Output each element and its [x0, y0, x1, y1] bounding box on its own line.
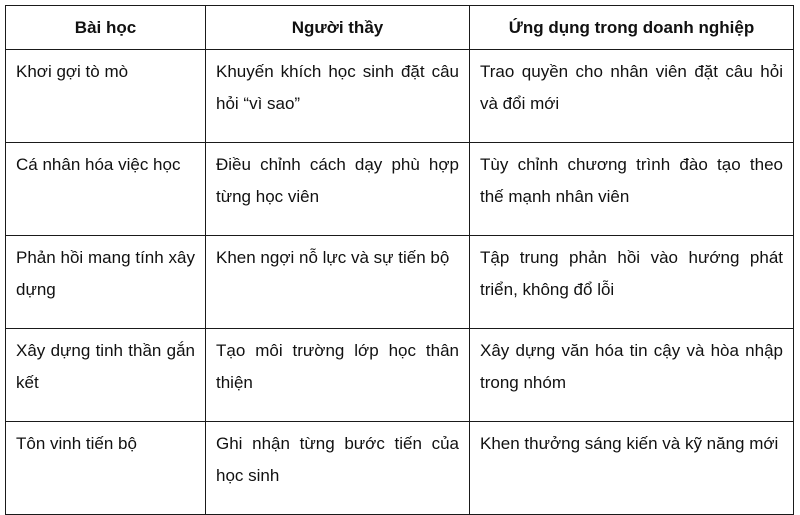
column-header-lesson: Bài học: [6, 6, 206, 50]
business-application-cell: Xây dựng văn hóa tin cậy và hòa nhập trong nhóm: [470, 329, 794, 422]
table-row: [6, 329, 794, 422]
teacher-cell: Ghi nhận từng bước tiến của học sinh: [206, 422, 470, 515]
lesson-cell: Tôn vinh tiến bộ: [6, 422, 206, 515]
comparison-table: [5, 5, 794, 515]
teacher-cell: Khuyến khích học sinh đặt câu hỏi “vì sao”: [206, 50, 470, 143]
lesson-cell: Phản hồi mang tính xây dựng: [6, 236, 206, 329]
column-header-business-application: Ứng dụng trong doanh nghiệp: [470, 6, 794, 50]
table-header-row: [6, 6, 794, 50]
comparison-table-container: [5, 5, 793, 515]
teacher-cell: Điều chỉnh cách dạy phù hợp từng học viên: [206, 143, 470, 236]
table-row: [6, 50, 794, 143]
business-application-cell: Khen thưởng sáng kiến và kỹ năng mới: [470, 422, 794, 515]
column-header-teacher: Người thầy: [206, 6, 470, 50]
teacher-cell: Khen ngợi nỗ lực và sự tiến bộ: [206, 236, 470, 329]
table-row: [6, 422, 794, 515]
business-application-cell: Trao quyền cho nhân viên đặt câu hỏi và đổi mới: [470, 50, 794, 143]
lesson-cell: Khơi gợi tò mò: [6, 50, 206, 143]
business-application-cell: Tập trung phản hồi vào hướng phát triển, không đổ lỗi: [470, 236, 794, 329]
table-row: [6, 143, 794, 236]
business-application-cell: Tùy chỉnh chương trình đào tạo theo thế mạnh nhân viên: [470, 143, 794, 236]
table-row: [6, 236, 794, 329]
teacher-cell: Tạo môi trường lớp học thân thiện: [206, 329, 470, 422]
lesson-cell: Cá nhân hóa việc học: [6, 143, 206, 236]
lesson-cell: Xây dựng tinh thần gắn kết: [6, 329, 206, 422]
